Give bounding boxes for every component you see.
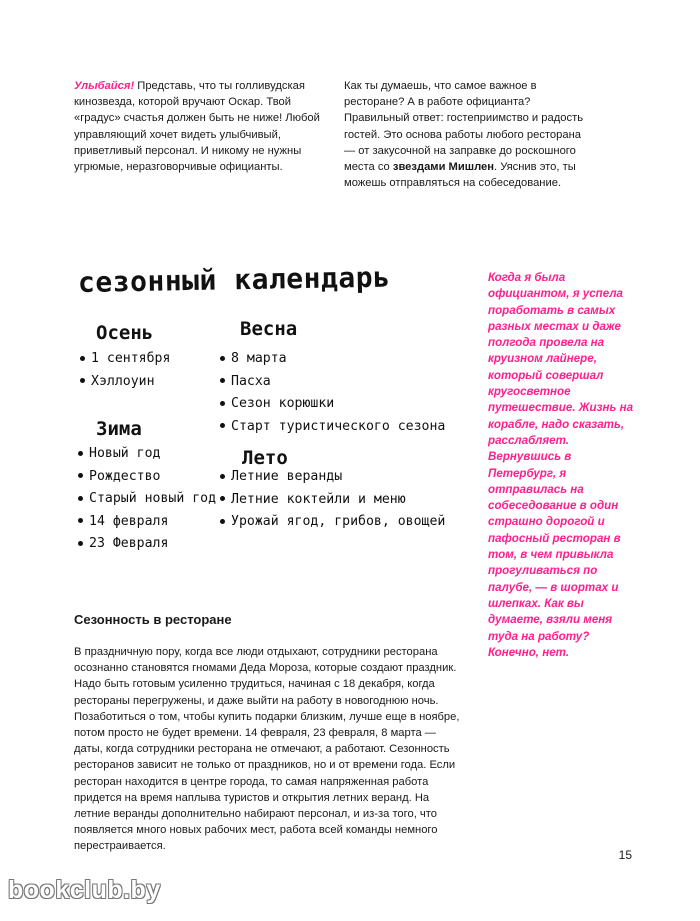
bullet-icon (78, 451, 83, 456)
bullet-icon (80, 356, 85, 361)
bullet-icon (220, 401, 225, 406)
list-item: 8 марта (220, 348, 445, 371)
bullet-icon (220, 423, 225, 428)
list-item: Пасха (220, 371, 445, 394)
season-spring-title: Весна (240, 318, 298, 340)
season-winter-title: Зима (96, 418, 142, 440)
list-item: Урожай ягод, грибов, овощей (220, 511, 445, 534)
intro-right-bold: звездами Мишлен (392, 161, 495, 174)
season-summer-title: Лето (242, 447, 288, 469)
list-item: Сезон корюшки (220, 393, 445, 416)
list-item: 1 сентября (80, 348, 170, 371)
bullet-icon (80, 378, 85, 383)
list-item: Старый новый год (78, 488, 216, 511)
bullet-icon (220, 378, 225, 383)
season-spring-list (220, 348, 445, 438)
intro-left-paragraph (74, 78, 326, 175)
bullet-icon (78, 541, 83, 546)
list-item: Старт туристического сезона (220, 416, 445, 439)
intro-right-text-before: Как ты думаешь, что самое важное в ресторане? А в работе официанта? Правильный ответ: гостеприимство и радость гостей. Это основа работы любого ресторана — от закусочной на заправке до роскошного места со (344, 80, 584, 174)
sidebar-quote: Когда я была официантом, я успела поработать в самых разных местах и даже полгода провела на круизном лайнере, который совершал кругосветное путешествие. Жизнь на корабле, надо сказать, расслабляет. Вернувшись в Петербург, я отправилась на собеседование в один страшно дорогой и пафосный ресторан в том, в чем привыкла прогуливаться по палубе, — в шортах и шлепках. Как вы думаете, взяли меня туда на работу? Конечно, нет. (488, 271, 634, 659)
season-autumn-title: Осень (96, 322, 154, 344)
list-item: Летние веранды (220, 466, 445, 489)
list-item: Новый год (78, 443, 216, 466)
season-winter-list (78, 443, 216, 556)
bullet-icon (78, 518, 83, 523)
intro-right-text-after: . Уяснив это, ты можешь отправляться на собеседование. (344, 161, 576, 190)
list-item: Рождество (78, 466, 216, 489)
page-number: 15 (618, 848, 632, 862)
calendar-title: сезонный календарь (77, 260, 391, 299)
bullet-icon (220, 519, 225, 524)
section-body: В праздничную пору, когда все люди отдыхают, сотрудники ресторана осознанно становятся гномами Деда Мороза, которые создают праздник. Надо быть готовым усиленно трудиться, начиная с 18 декабря, когда рестораны перегружены, и даже выйти на работу в новогоднюю ночь. Позаботиться о том, чтобы купить подарки близким, лучше еще в ноябре, потом просто не будет времени. 14 февраля, 23 февраля, 8 марта — даты, когда сотрудники ресторана не отмечают, а работают. Сезонность ресторанов зависит не только от праздников, но и от времени года. Если ресторан находится в центре города, то самая напряженная работа придется на время наплыва туристов и открытия летних веранд. На летние веранды дополнительно набирают персонал, и из-за того, что появляется много новых рабочих мест, работа всей команды немного перестраивается. (74, 646, 460, 853)
bullet-icon (220, 474, 225, 479)
bullet-icon (78, 496, 83, 501)
season-summer-list (220, 466, 445, 534)
list-item: 23 Февраля (78, 533, 216, 556)
intro-right-paragraph (344, 78, 594, 191)
section-heading: Сезонность в ресторане (74, 612, 232, 627)
bullet-icon (220, 496, 225, 501)
list-item: 14 февраля (78, 511, 216, 534)
intro-accent-word: Улыбайся! (74, 80, 135, 92)
bullet-icon (220, 356, 225, 361)
bullet-icon (78, 473, 83, 478)
list-item: Летние коктейли и меню (220, 489, 445, 512)
list-item: Хэллоуин (80, 371, 170, 394)
season-autumn-list (80, 348, 170, 393)
intro-left-text: Представь, что ты голливудская кинозвезда, которой вручают Оскар. Твой «градус» счастья должен быть не ниже! Любой управляющий хочет видеть улыбчивый, приветливый персонал. И никому не нужны угрюмые, неразговорчивые официанты. (74, 80, 320, 174)
watermark: bookclub.by (8, 876, 161, 904)
